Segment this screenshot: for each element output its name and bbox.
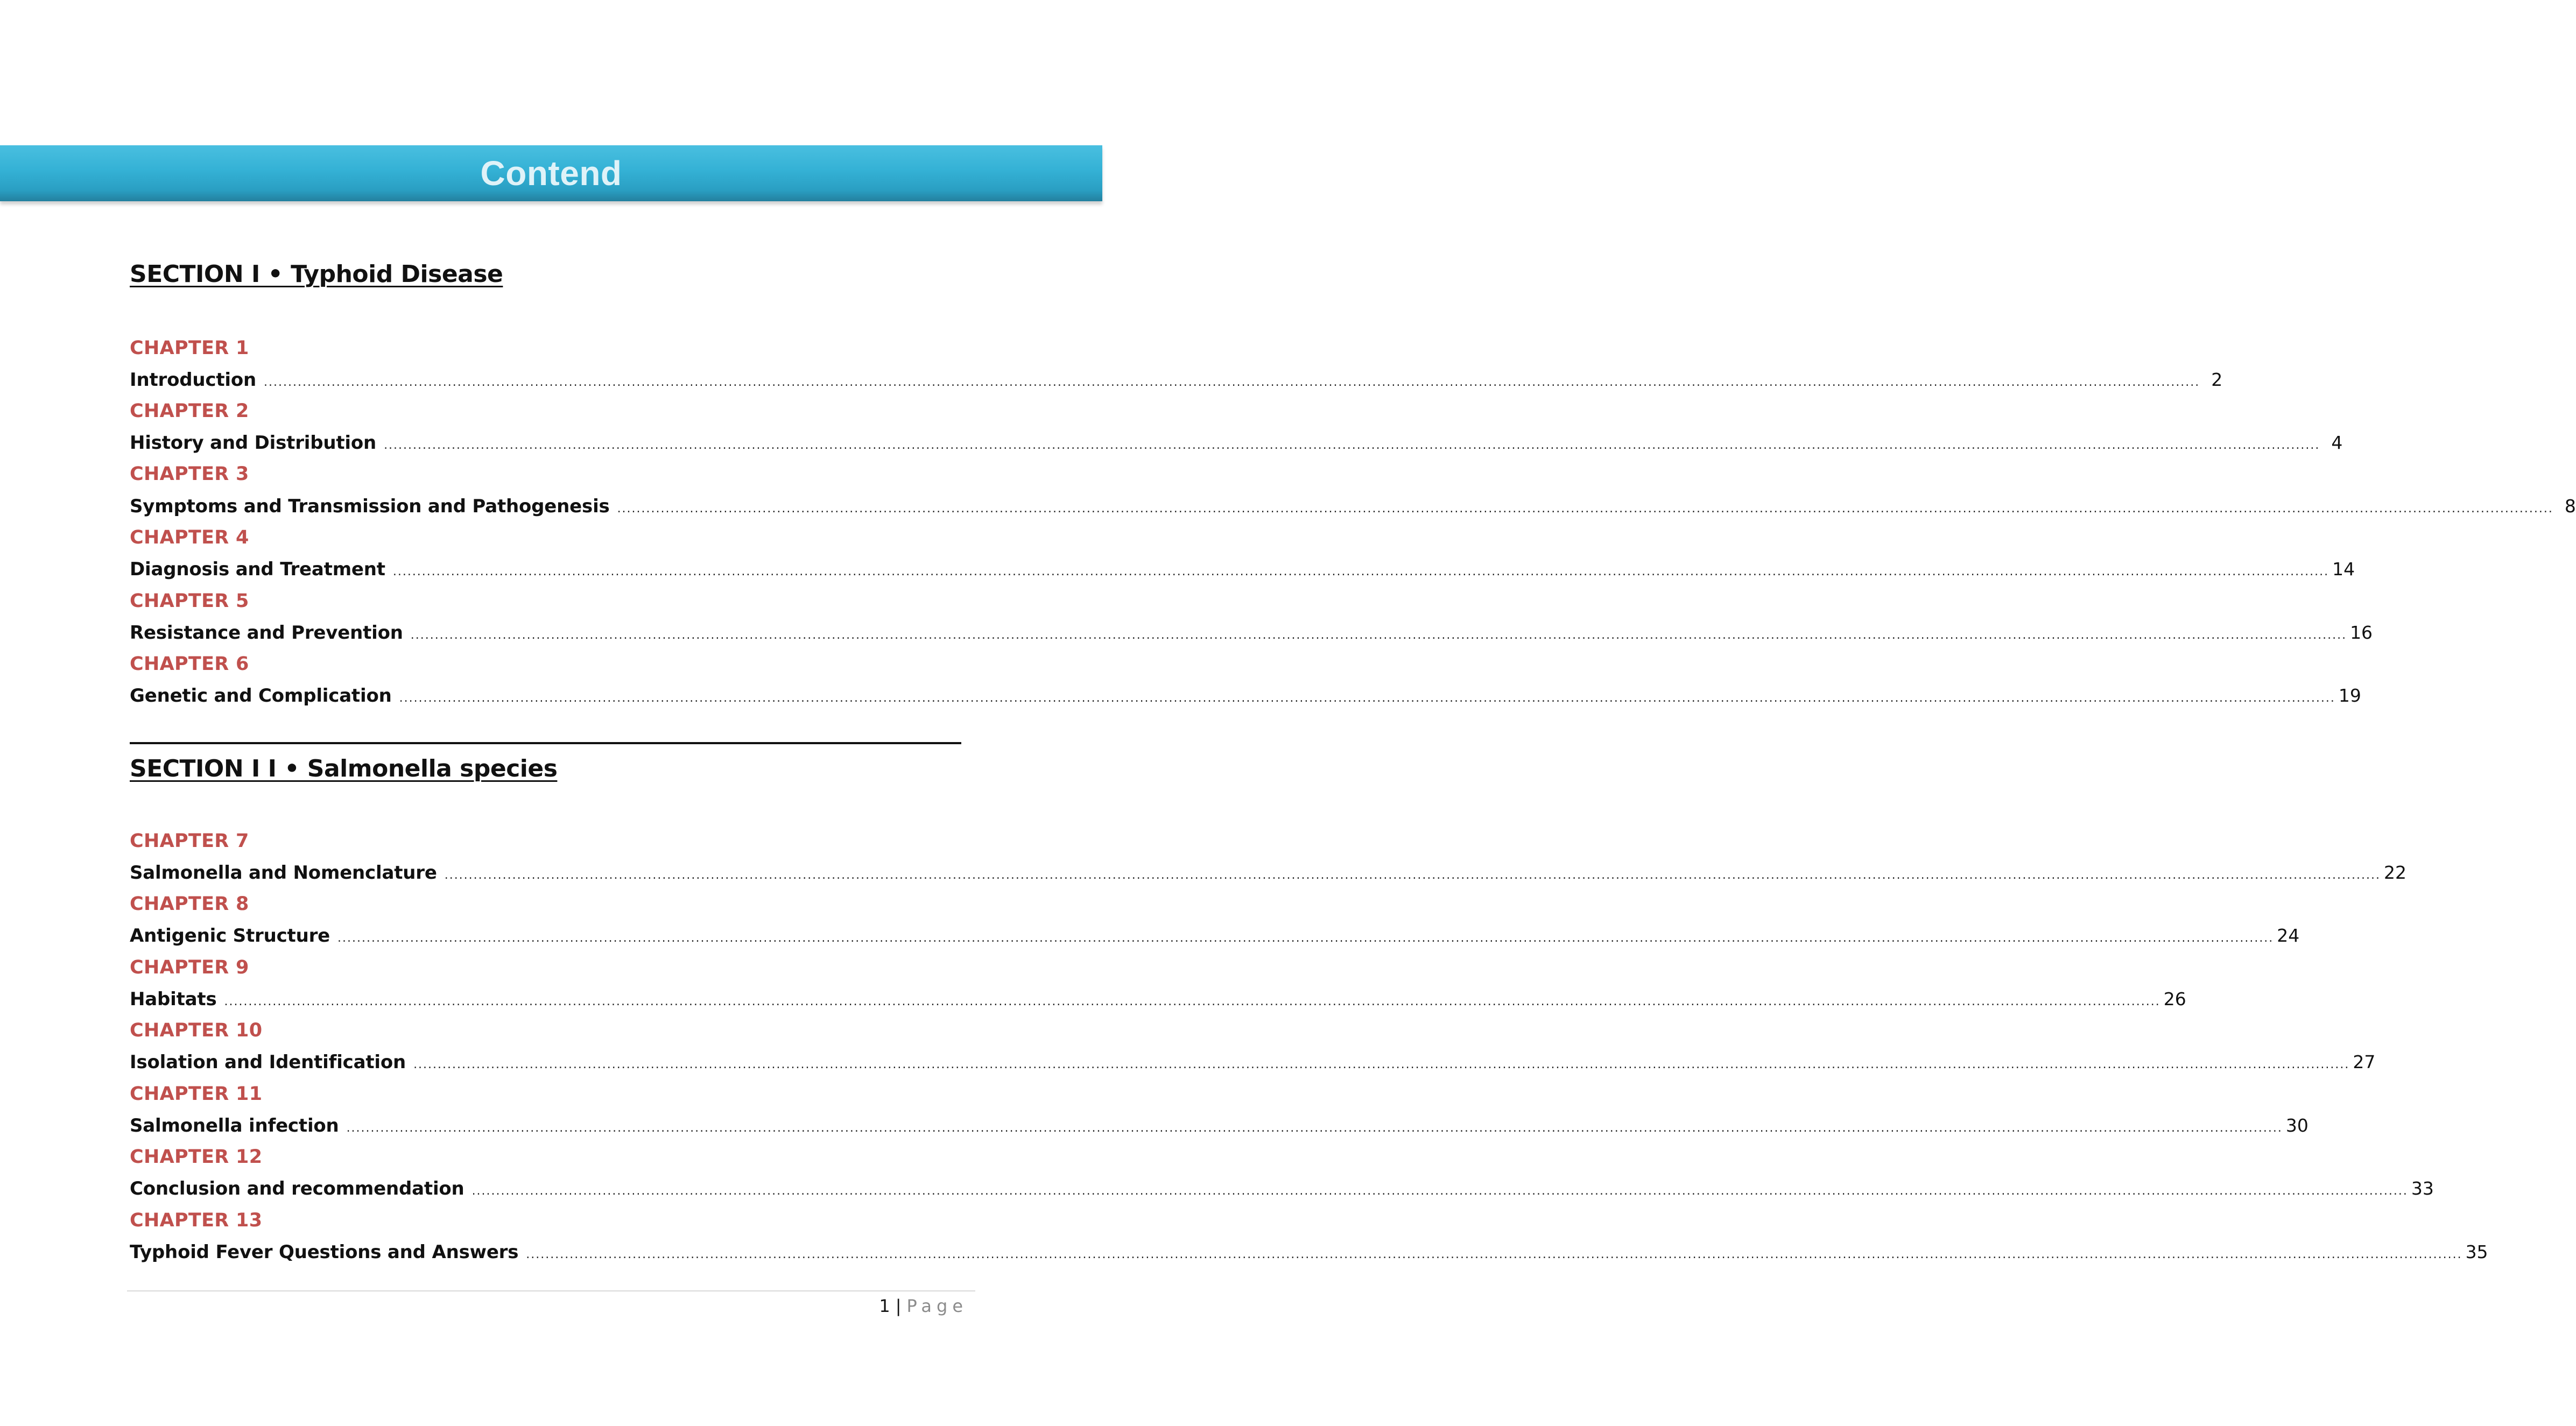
toc-entry[interactable] — [130, 369, 2223, 393]
toc-entry-title: Salmonella and Nomenclature — [130, 862, 437, 884]
toc-entry-title: Salmonella infection — [130, 1115, 339, 1136]
toc-entry[interactable] — [130, 622, 2373, 646]
toc-entry[interactable] — [130, 989, 2186, 1012]
dot-leader: ................................................................................................................................................................................................................................................................................................................................................................................................................ — [337, 931, 2274, 945]
chapter-label: CHAPTER 12 — [130, 1146, 263, 1168]
toc-entry[interactable] — [130, 685, 2361, 709]
toc-entry-title: Resistance and Prevention — [130, 622, 403, 644]
toc-entry-title: Introduction — [130, 369, 257, 391]
footer-separator: | — [895, 1296, 902, 1316]
dot-leader: ................................................................................................................................................................................................................................................................................................................................................................................................................ — [413, 1058, 2350, 1071]
dot-leader: ................................................................................................................................................................................................................................................................................................................................................................................................................ — [224, 995, 2160, 1008]
chapter-label: CHAPTER 13 — [130, 1210, 263, 1231]
toc-entry[interactable] — [130, 925, 2300, 949]
dot-leader: ................................................................................................................................................................................................................................................................................................................................................................................................................ — [399, 691, 2335, 705]
chapter-label: CHAPTER 7 — [130, 830, 249, 852]
dot-leader: ................................................................................................................................................................................................................................................................................................................................................................................................................ — [410, 629, 2347, 642]
toc-entry[interactable] — [130, 496, 2576, 519]
toc-entry[interactable] — [130, 862, 2406, 886]
toc-entry-title: Diagnosis and Treatment — [130, 559, 385, 580]
toc-entry-page: 19 — [2338, 685, 2361, 706]
toc-entry-title: Conclusion and recommendation — [130, 1178, 464, 1199]
toc-entry-page: 14 — [2332, 559, 2355, 580]
toc-entry-page: 8 — [2564, 496, 2576, 517]
dot-leader: ................................................................................................................................................................................................................................................................................................................................................................................................................ — [264, 376, 2200, 389]
toc-entry-page: 30 — [2285, 1115, 2308, 1136]
toc-entry-page: 33 — [2411, 1178, 2434, 1199]
toc-entry-page: 2 — [2211, 369, 2223, 390]
toc-entry-page: 4 — [2331, 432, 2343, 453]
chapter-label: CHAPTER 1 — [130, 337, 249, 359]
page-number: 1 — [879, 1296, 890, 1316]
chapter-label: CHAPTER 2 — [130, 400, 249, 422]
toc-entry-page: 22 — [2383, 862, 2406, 883]
banner-title: Contend — [480, 154, 622, 193]
toc-entry[interactable] — [130, 432, 2343, 456]
toc-entry[interactable] — [130, 1051, 2376, 1075]
section-divider — [130, 742, 961, 744]
toc-entry[interactable] — [130, 1178, 2434, 1202]
toc-entry-title: Isolation and Identification — [130, 1051, 406, 1073]
dot-leader: ................................................................................................................................................................................................................................................................................................................................................................................................................ — [346, 1121, 2283, 1135]
toc-entry-title: Genetic and Complication — [130, 685, 392, 707]
contents-banner — [0, 145, 1102, 201]
toc-entry-title: Typhoid Fever Questions and Answers — [130, 1241, 519, 1263]
dot-leader: ................................................................................................................................................................................................................................................................................................................................................................................................................ — [392, 565, 2329, 578]
chapter-label: CHAPTER 8 — [130, 893, 249, 915]
toc-entry-title: Symptoms and Transmission and Pathogenesis — [130, 496, 610, 517]
chapter-label: CHAPTER 9 — [130, 957, 249, 978]
dot-leader: ................................................................................................................................................................................................................................................................................................................................................................................................................ — [444, 869, 2381, 882]
chapter-label: CHAPTER 6 — [130, 653, 249, 675]
dot-leader: ................................................................................................................................................................................................................................................................................................................................................................................................................ — [617, 502, 2553, 516]
toc-entry-title: Habitats — [130, 989, 217, 1010]
chapter-label: CHAPTER 5 — [130, 590, 249, 612]
toc-entry-page: 24 — [2277, 925, 2300, 946]
toc-entry-page: 16 — [2350, 622, 2373, 643]
dot-leader: ................................................................................................................................................................................................................................................................................................................................................................................................................ — [471, 1184, 2408, 1198]
footer-divider — [127, 1290, 975, 1291]
page-word: Page — [906, 1296, 968, 1316]
toc-entry[interactable] — [130, 1115, 2308, 1139]
chapter-label: CHAPTER 10 — [130, 1020, 263, 1041]
toc-entry-title: Antigenic Structure — [130, 925, 330, 947]
toc-entry[interactable] — [130, 559, 2355, 582]
toc-entry[interactable] — [130, 1241, 2488, 1265]
toc-entry-page: 27 — [2353, 1051, 2376, 1072]
chapter-label: CHAPTER 11 — [130, 1083, 263, 1105]
page-footer — [879, 1296, 968, 1316]
dot-leader: ................................................................................................................................................................................................................................................................................................................................................................................................................ — [526, 1248, 2462, 1261]
chapter-label: CHAPTER 4 — [130, 527, 249, 548]
chapter-label: CHAPTER 3 — [130, 463, 249, 485]
toc-entry-page: 26 — [2163, 989, 2186, 1010]
section-heading: SECTION I • Typhoid Disease — [130, 260, 503, 288]
section-heading: SECTION I I • Salmonella species — [130, 755, 558, 782]
dot-leader: ................................................................................................................................................................................................................................................................................................................................................................................................................ — [384, 439, 2320, 452]
toc-entry-title: History and Distribution — [130, 432, 377, 454]
toc-entry-page: 35 — [2465, 1241, 2488, 1262]
